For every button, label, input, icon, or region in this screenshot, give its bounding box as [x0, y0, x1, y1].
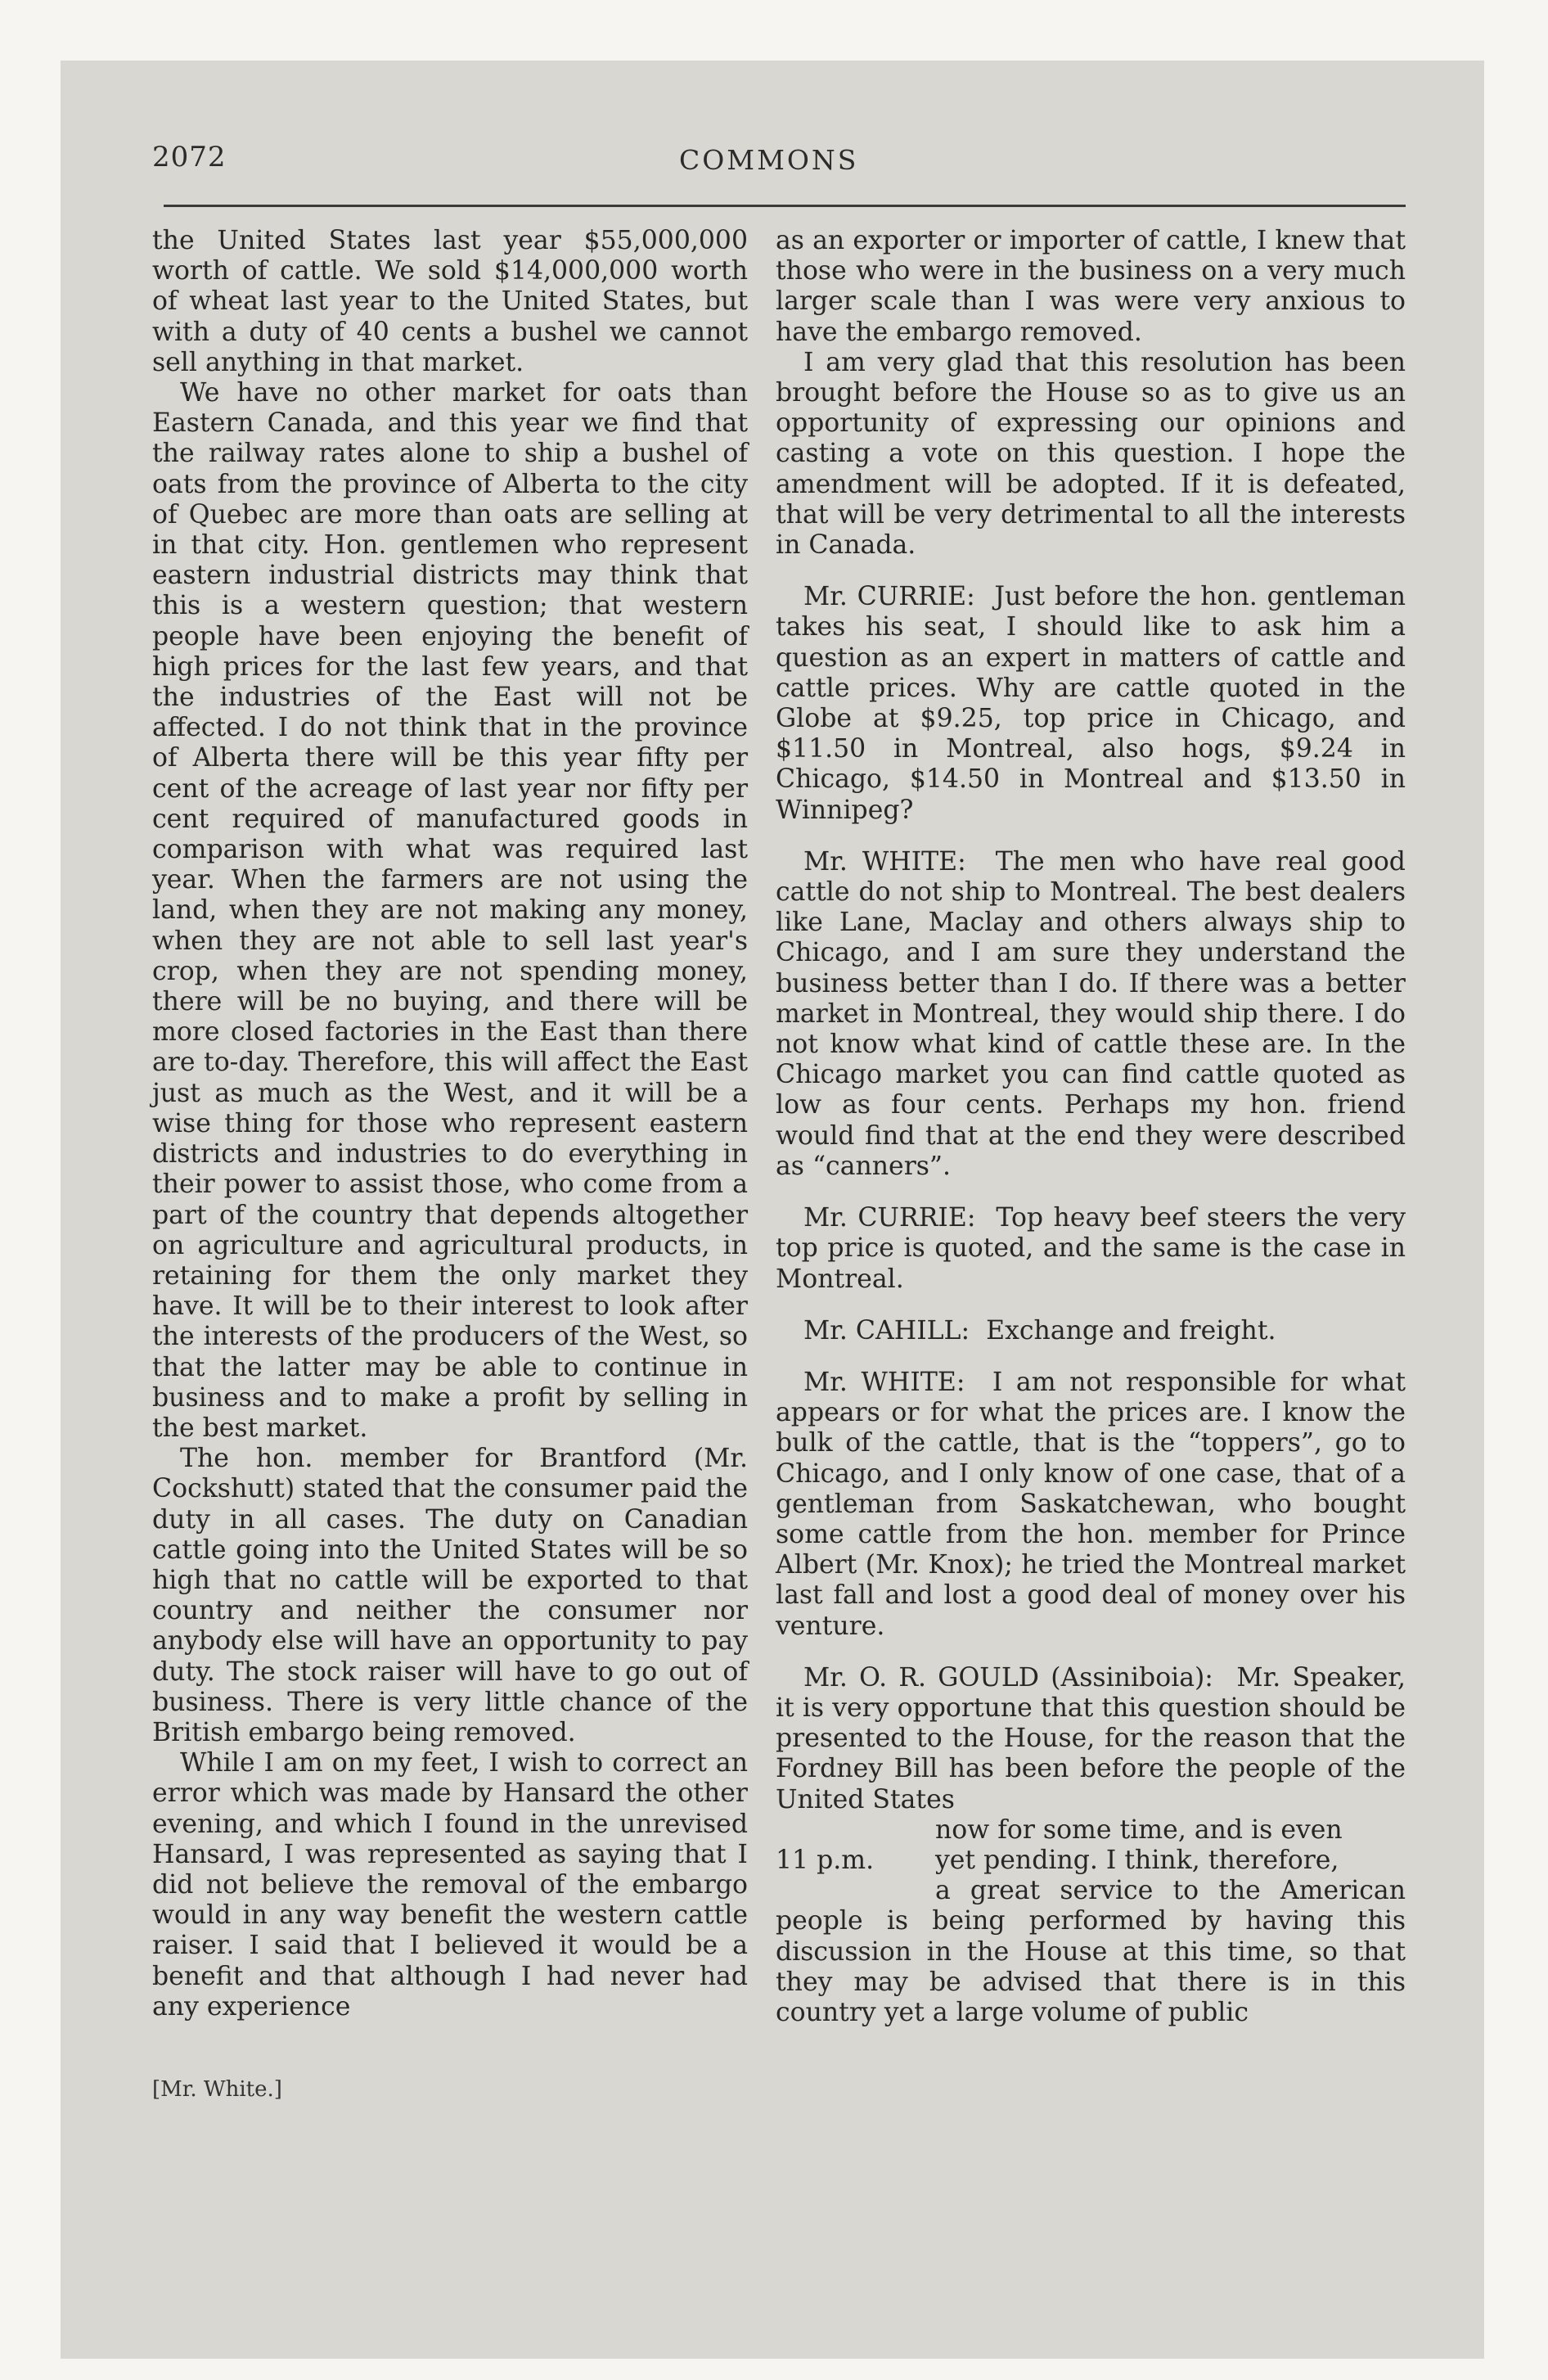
speech-white-2	[776, 1368, 1406, 1642]
header-rule	[164, 205, 1406, 207]
speaker-name: Mr. CURRIE:	[803, 1203, 976, 1233]
speech-gould	[776, 1663, 1406, 1815]
speech-text: Mr. Speaker, it is very opportune that this question should be presented to the House, for the reason that the Fordney Bill has been before the people of the United States	[776, 1662, 1406, 1814]
speaker-footer: [Mr. White.]	[152, 2077, 282, 2102]
speech-text: I am not responsible for what appears or for what the prices are. I know the bulk of the cattle, that is the “toppers”, go to Chicago, and I only know of one case, that of a gentleman from Saskatchewan, who bought some cattle from the hon. member for Prince Albert (Mr. Knox); he tried the Montreal market last fall and lost a good deal of money over his venture.	[776, 1367, 1406, 1641]
paragraph: The hon. member for Brantford (Mr. Cockshutt) stated that the consumer paid the duty in all cases. The duty on Canadian cattle going into the United States will be so high that no cattle will be exported to that country and neither the consumer nor anybody else will have an opportunity to pay duty. The stock raiser will have to go out of business. There is very little chance of the British embargo being removed.	[152, 1444, 748, 1747]
speech-currie-1	[776, 582, 1406, 826]
paragraph: I am very glad that this resolution has been brought before the House so as to give us an opportunity of expressing our opinions and casting a vote on this question. I hope the amendment will be adopted. If it is defeated, that will be very detrimental to all the interests in Canada.	[776, 347, 1406, 561]
page-number: 2072	[152, 141, 227, 174]
time-marker: 11 p.m.	[776, 1845, 875, 1875]
speaker-name: Mr. CURRIE:	[803, 582, 975, 612]
running-head: COMMONS	[679, 144, 859, 176]
speech-text-continued: a great service to the American people is being performed by having this discussion in the House at this time, so that they may be advised that there is in this country yet a large volume of public	[776, 1876, 1406, 2027]
speaker-name: Mr. WHITE:	[803, 846, 966, 877]
speech-white-1	[776, 847, 1406, 1182]
right-column	[776, 226, 1406, 2028]
speech-cahill	[776, 1316, 1406, 1346]
speech-currie-2	[776, 1203, 1406, 1295]
speaker-name: Mr. O. R. GOULD (Assiniboia):	[803, 1662, 1213, 1693]
speech-text: Just before the hon. gentleman takes his seat, I should like to ask him a question as an expert in matters of cattle and cattle prices. Why are cattle quoted in the Globe at $9.25, top price in Chicago, and $11.50 in Montreal, also hogs, $9.24 in Chicago, $14.50 in Montreal and $13.50 in Winnipeg?	[776, 582, 1406, 825]
speech-text-continued: yet pending. I think, therefore,	[935, 1845, 1339, 1875]
paragraph: While I am on my feet, I wish to correct an error which was made by Hansard the other evening, and which I found in the unrevised Hansard, I was represented as saying that I did not believe the removal of the embargo would in any way benefit the western cattle raiser. I said that I believed it would be a benefit and that although I had never had any experience	[152, 1748, 748, 2022]
speech-text-continued: now for some time, and is even	[935, 1814, 1343, 1845]
speech-text: Exchange and freight.	[986, 1315, 1276, 1346]
paragraph: We have no other market for oats than Eastern Canada, and this year we find that the railway rates alone to ship a bushel of oats from the province of Alberta to the city of Quebec are more than oats are selling at in that city. Hon. gentlemen who represent eastern industrial districts may think that this is a western question; that western people have been enjoying the benefit of high prices for the last few years, and that the industries of the East will not be affected. I do not think that in the province of Alberta there will be this year fifty per cent of the acreage of last year nor fifty per cent required of manufactured goods in comparison with what was required last year. When the farmers are not using the land, when they are not making any money, when they are not able to sell last year's crop, when they are not spending money, there will be no buying, and there will be more closed factories in the East than there are to-day. Therefore, this will affect the East just as much as the West, and it will be a wise thing for those who represent eastern districts and industries to do everything in their power to assist those, who come from a part of the country that depends altogether on agriculture and agricultural products, in retaining for them the only market they have. It will be to their interest to look after the interests of the producers of the West, so that the latter may be able to continue in business and to make a profit by selling in the best market.	[152, 378, 748, 1443]
speech-text: Top heavy beef steers the very top price is quoted, and the same is the case in Montreal.	[776, 1203, 1406, 1294]
paragraph: the United States last year $55,000,000 worth of cattle. We sold $14,000,000 worth of wheat last year to the United States, but with a duty of 40 cents a bushel we cannot sell anything in that market.	[152, 226, 748, 377]
paragraph: as an exporter or importer of cattle, I knew that those who were in the business on a very much larger scale than I was were very anxious to have the embargo removed.	[776, 226, 1406, 347]
speaker-name: Mr. CAHILL:	[803, 1315, 970, 1346]
speaker-name: Mr. WHITE:	[803, 1367, 965, 1397]
speech-text: The men who have real good cattle do not ship to Montreal. The best dealers like Lane, Maclay and others always ship to Chicago, and I am sure they understand the business better than I do. If there was a better market in Montreal, they would ship there. I do not know what kind of cattle these are. In the Chicago market you can find cattle quoted as low as four cents. Perhaps my hon. friend would find that at the end they were described as “canners”.	[776, 846, 1406, 1181]
left-column	[152, 226, 748, 2022]
